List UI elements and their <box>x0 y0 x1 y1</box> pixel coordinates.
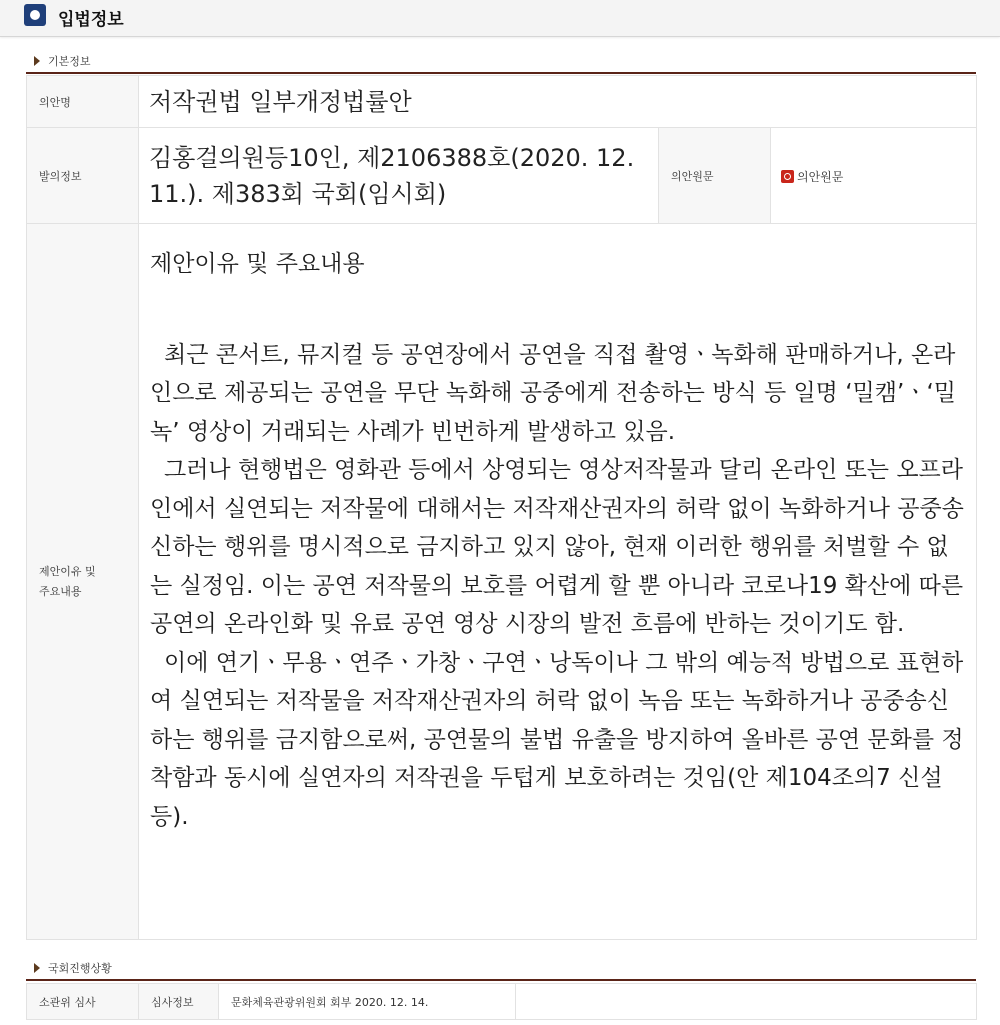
reason-row <box>27 224 977 940</box>
proposal-info-row <box>27 128 977 224</box>
national-assembly-logo-icon <box>24 4 46 26</box>
reason-paragraph: 그러나 현행법은 영화관 등에서 상영되는 영상저작물과 달리 온라인 또는 오프라인에서 실연되는 저작물에 대해서는 저작재산권자의 허락 없이 녹화하거나 공중송신하는 행위를 명시적으로 금지하고 있지 않아, 현재 이러한 행위를 처벌할 수 없는 실정임. 이는 공연 저작물의 보호를 어렵게 할 뿐 아니라 코로나19 확산에 따른 공연의 온라인화 및 유료 공연 영상 시장의 발전 흐름에 반하는 것이기도 함. <box>150 457 964 637</box>
basic-info-table <box>26 75 977 940</box>
original-text-cell <box>771 128 977 224</box>
reason-content <box>139 224 977 940</box>
empty-cell <box>516 984 977 1020</box>
section-divider <box>26 72 976 74</box>
reason-label-line: 제안이유 및 <box>39 564 96 578</box>
bill-name-row <box>27 76 977 128</box>
review-info-label: 심사정보 <box>139 984 219 1020</box>
bill-name-label: 의안명 <box>27 76 139 128</box>
section-label: 기본정보 <box>48 55 91 68</box>
proposal-info-line: 11.). 제383회 국회(임시회) <box>149 179 447 208</box>
original-text-link-label: 의안원문 <box>797 170 844 184</box>
proposal-info-label: 발의정보 <box>27 128 139 224</box>
reason-heading: 제안이유 및 주요내용 <box>150 251 365 277</box>
progress-table <box>26 983 977 1020</box>
section-divider <box>26 979 976 981</box>
original-text-link[interactable] <box>781 170 843 184</box>
triangle-bullet-icon <box>34 56 40 66</box>
review-info-value: 문화체육관광위원회 회부 2020. 12. 14. <box>219 984 516 1020</box>
reason-label-line: 주요내용 <box>39 584 82 598</box>
section-label: 국회진행상황 <box>48 962 112 975</box>
triangle-bullet-icon <box>34 963 40 973</box>
bill-name-value: 저작권법 일부개정법률안 <box>139 76 977 128</box>
reason-label <box>27 224 139 940</box>
committee-review-label: 소관위 심사 <box>27 984 139 1020</box>
proposal-info-value <box>139 128 659 224</box>
top-bar <box>0 0 1000 37</box>
proposal-info-line: 김홍걸의원등10인, 제2106388호(2020. 12. <box>149 143 635 172</box>
reason-paragraph: 최근 콘서트, 뮤지컬 등 공연장에서 공연을 직접 촬영ㆍ녹화해 판매하거나, 온라인으로 제공되는 공연을 무단 녹화해 공중에게 전송하는 방식 등 일명 ‘밀캠’ㆍ‘밀녹’ 영상이 거래되는 사례가 빈번하게 발생하고 있음. <box>150 341 957 445</box>
original-text-label: 의안원문 <box>659 128 771 224</box>
section-header-progress <box>26 955 976 981</box>
section-header-basic-info <box>26 48 976 74</box>
document-icon <box>781 170 794 183</box>
committee-review-row <box>27 984 977 1020</box>
page-title: 입법정보 <box>58 10 124 30</box>
reason-paragraph: 이에 연기ㆍ무용ㆍ연주ㆍ가창ㆍ구연ㆍ낭독이나 그 밖의 예능적 방법으로 표현하여 실연되는 저작물을 저작재산권자의 허락 없이 녹음 또는 녹화하거나 공중송신하는 행위를 금지함으로써, 공연물의 불법 유출을 방지하여 올바른 공연 문화를 정착함과 동시에 실연자의 저작권을 두텁게 보호하려는 것임(안 제104조의7 신설 등). <box>150 649 964 830</box>
